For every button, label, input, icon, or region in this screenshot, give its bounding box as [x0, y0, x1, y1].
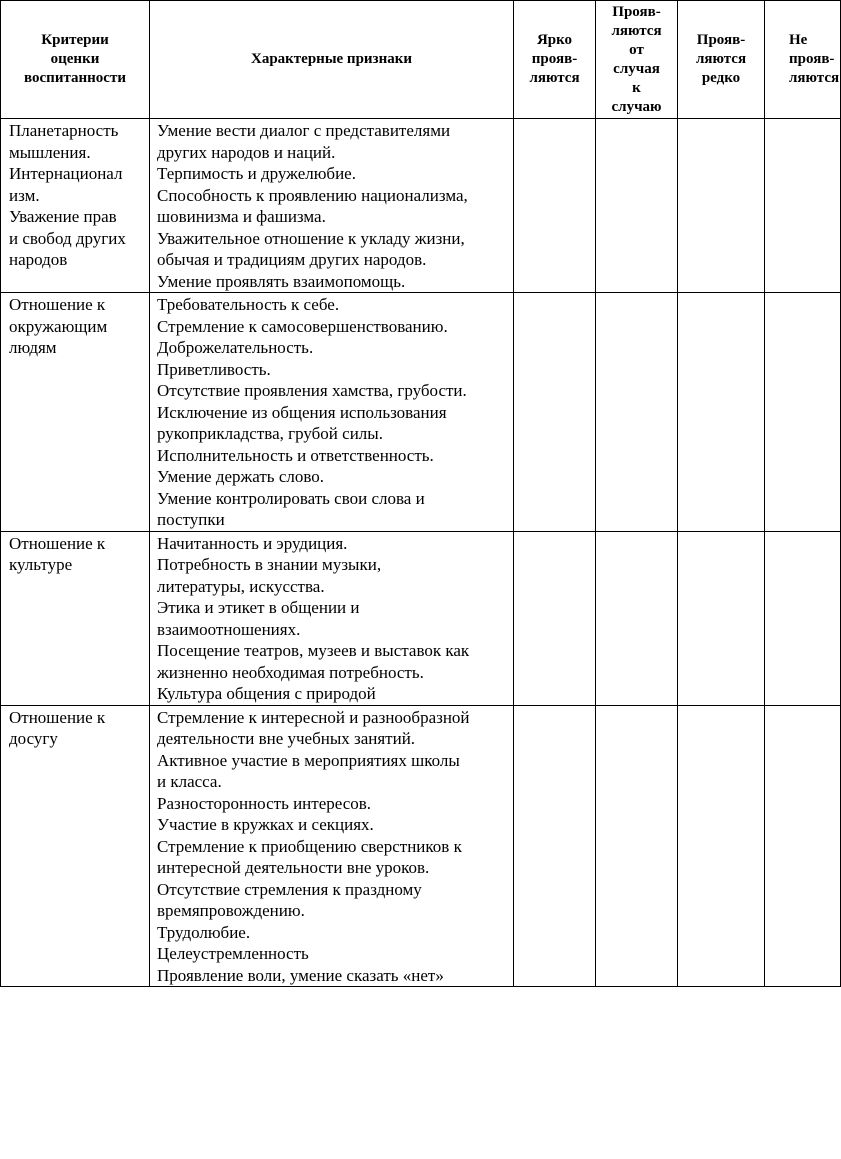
table-row	[1, 531, 841, 705]
rating-cell-never[interactable]	[765, 119, 841, 293]
rating-cell-never[interactable]	[765, 293, 841, 532]
rating-cell-rarely[interactable]	[678, 293, 765, 532]
header-bright: Ярко прояв- ляются	[514, 1, 596, 119]
rating-cell-sometimes[interactable]	[596, 531, 678, 705]
table-row	[1, 119, 841, 293]
criterion-cell: Отношение к культуре	[1, 531, 150, 705]
criterion-cell: Отношение к окружающим людям	[1, 293, 150, 532]
rating-cell-sometimes[interactable]	[596, 293, 678, 532]
criterion-cell: Отношение к досугу	[1, 705, 150, 987]
header-rarely: Прояв- ляются редко	[678, 1, 765, 119]
rating-cell-bright[interactable]	[514, 119, 596, 293]
rating-cell-bright[interactable]	[514, 705, 596, 987]
table-row	[1, 705, 841, 987]
header-never: Не прояв- ляются	[765, 1, 841, 119]
features-cell: Требовательность к себе. Стремление к самосовершенствованию. Доброжелательность. Приветливость. Отсутствие проявления хамства, грубости. Исключение из общения использования рукоприкладства, грубой силы. Исполнительность и ответственность. Умение держать слово. Умение контролировать свои слова и поступки	[150, 293, 514, 532]
header-features: Характерные признаки	[150, 1, 514, 119]
header-sometimes: Прояв- ляются от случая к случаю	[596, 1, 678, 119]
rating-cell-bright[interactable]	[514, 293, 596, 532]
rating-cell-sometimes[interactable]	[596, 119, 678, 293]
rating-cell-sometimes[interactable]	[596, 705, 678, 987]
rating-cell-rarely[interactable]	[678, 705, 765, 987]
table-header-row	[1, 1, 841, 119]
criterion-cell: Планетарность мышления. Интернационал изм. Уважение прав и свобод других народов	[1, 119, 150, 293]
rating-cell-rarely[interactable]	[678, 531, 765, 705]
table-row	[1, 293, 841, 532]
rating-cell-never[interactable]	[765, 705, 841, 987]
rating-cell-rarely[interactable]	[678, 119, 765, 293]
features-cell: Начитанность и эрудиция. Потребность в знании музыки, литературы, искусства. Этика и этикет в общении и взаимоотношениях. Посещение театров, музеев и выставок как жизненно необходимая потребность. Культура общения с природой	[150, 531, 514, 705]
features-cell: Стремление к интересной и разнообразной деятельности вне учебных занятий. Активное участие в мероприятиях школы и класса. Разносторонность интересов. Участие в кружках и секциях. Стремление к приобщению сверстников к интересной деятельности вне уроков. Отсутствие стремления к праздному времяпровождению. Трудолюбие. Целеустремленность Проявление воли, умение сказать «нет»	[150, 705, 514, 987]
rating-cell-bright[interactable]	[514, 531, 596, 705]
header-criteria: Критерии оценки воспитанности	[1, 1, 150, 119]
rating-cell-never[interactable]	[765, 531, 841, 705]
features-cell: Умение вести диалог с представителями других народов и наций. Терпимость и дружелюбие. Способность к проявлению национализма, шовинизма и фашизма. Уважительное отношение к укладу жизни, обычая и традициям других народов. Умение проявлять взаимопомощь.	[150, 119, 514, 293]
